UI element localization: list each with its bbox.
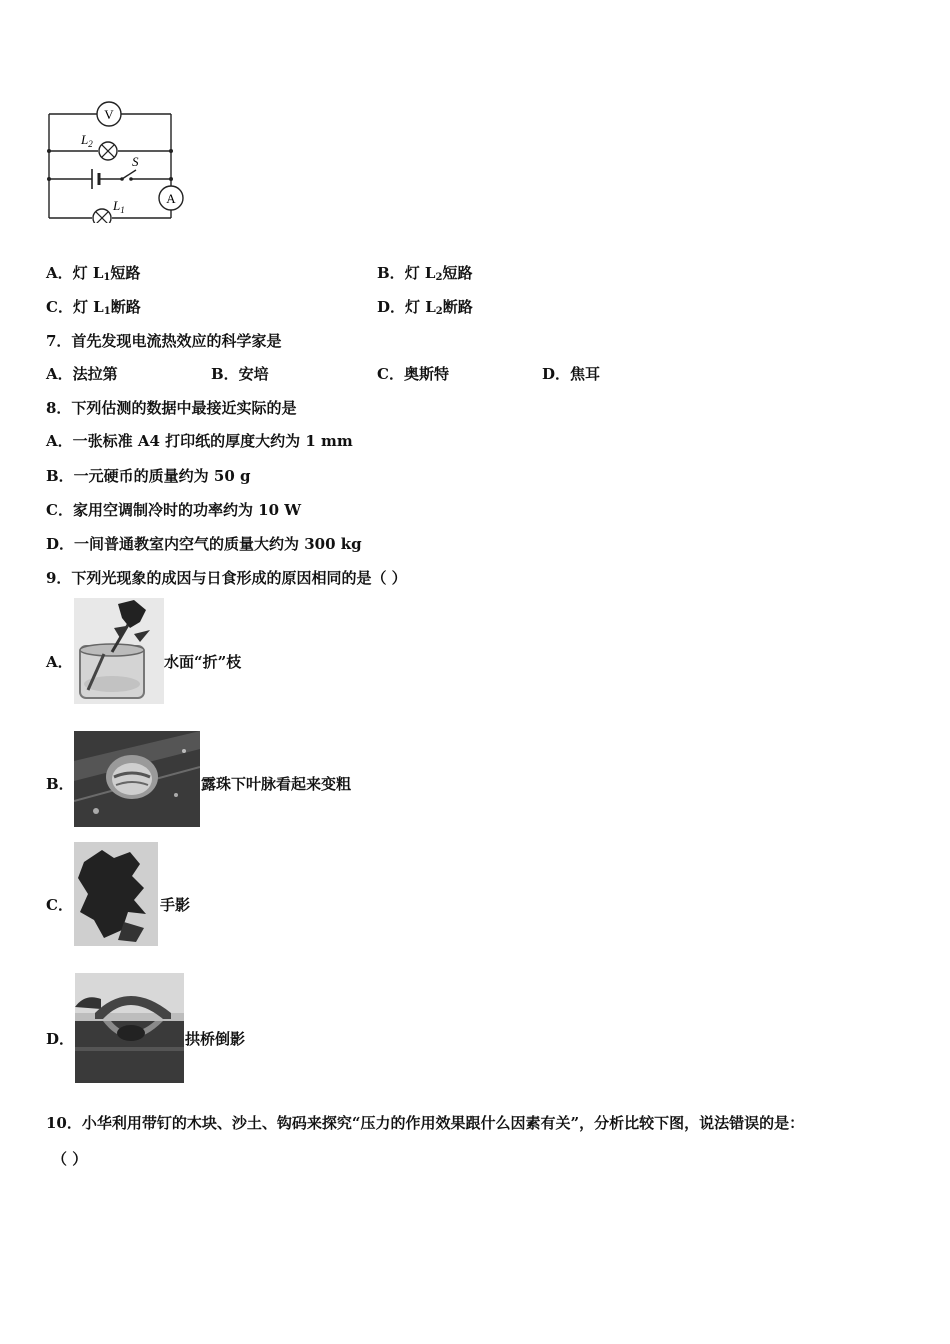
q9-stem: 9．下列光现象的成因与日食形成的原因相同的是（ ）: [46, 569, 407, 587]
arch-bridge-reflection-image: [75, 973, 184, 1083]
lamp-l1-icon: [93, 209, 111, 223]
q9-option-d-caption: 拱桥倒影: [185, 1030, 246, 1048]
q8-option-b: B．一元硬币的质量约为 50 g: [46, 467, 251, 485]
q9-option-c-caption: 手影: [160, 896, 191, 914]
q8-option-d: D．一间普通教室内空气的质量大约为 300 kg: [46, 535, 362, 553]
q7-option-a: A．法拉第: [46, 365, 118, 383]
lamp-l2-label: $L_2$: [81, 132, 93, 149]
ammeter-icon: [159, 186, 183, 210]
hand-shadow-image: [74, 842, 158, 946]
q9-option-a-letter: A．: [46, 653, 73, 671]
svg-text:A: A: [166, 191, 176, 206]
q9-option-b-letter: B．: [46, 775, 74, 793]
bent-stem-in-water-image: [74, 598, 164, 704]
q7-option-b: B．安培: [211, 365, 269, 383]
q8-option-c: C．家用空调制冷时的功率约为 10 W: [46, 501, 302, 519]
lamp-l1-label: $L_1$: [113, 198, 125, 215]
q6-option-b: B．灯 $L_2$短路: [377, 264, 473, 283]
q6-option-c: C．灯 $L_1$断路: [46, 298, 141, 317]
q8-option-a: A．一张标准 A4 打印纸的厚度大约为 1 mm: [46, 432, 353, 450]
q7-stem: 7．首先发现电流热效应的科学家是: [46, 332, 282, 350]
q8-stem: 8．下列估测的数据中最接近实际的是: [46, 399, 297, 417]
switch-label: S: [132, 154, 139, 169]
q7-option-c: C．奥斯特: [377, 365, 449, 383]
lamp-l2-icon: [99, 142, 117, 160]
q10-stem-end: （ ）: [52, 1150, 88, 1168]
q6-option-a: A．灯 $L_1$短路: [46, 264, 141, 283]
q9-option-c-letter: C．: [46, 896, 73, 914]
voltmeter-icon: [97, 102, 121, 126]
q9-option-d-letter: D．: [46, 1030, 75, 1048]
dew-drop-leaf-image: [74, 731, 200, 827]
q9-option-a-caption: 水面“折”枝: [164, 653, 242, 671]
q6-option-d: D．灯 $L_2$断路: [377, 298, 473, 317]
q7-option-d: D．焦耳: [542, 365, 601, 383]
q10-stem: 10．小华利用带钉的木块、沙土、钩码来探究“压力的作用效果跟什么因素有关”，分析比较下图，说法错误的是：: [46, 1114, 805, 1132]
circuit-diagram: [40, 98, 190, 223]
q9-option-b-caption: 露珠下叶脉看起来变粗: [201, 775, 352, 793]
svg-text:V: V: [104, 107, 114, 122]
